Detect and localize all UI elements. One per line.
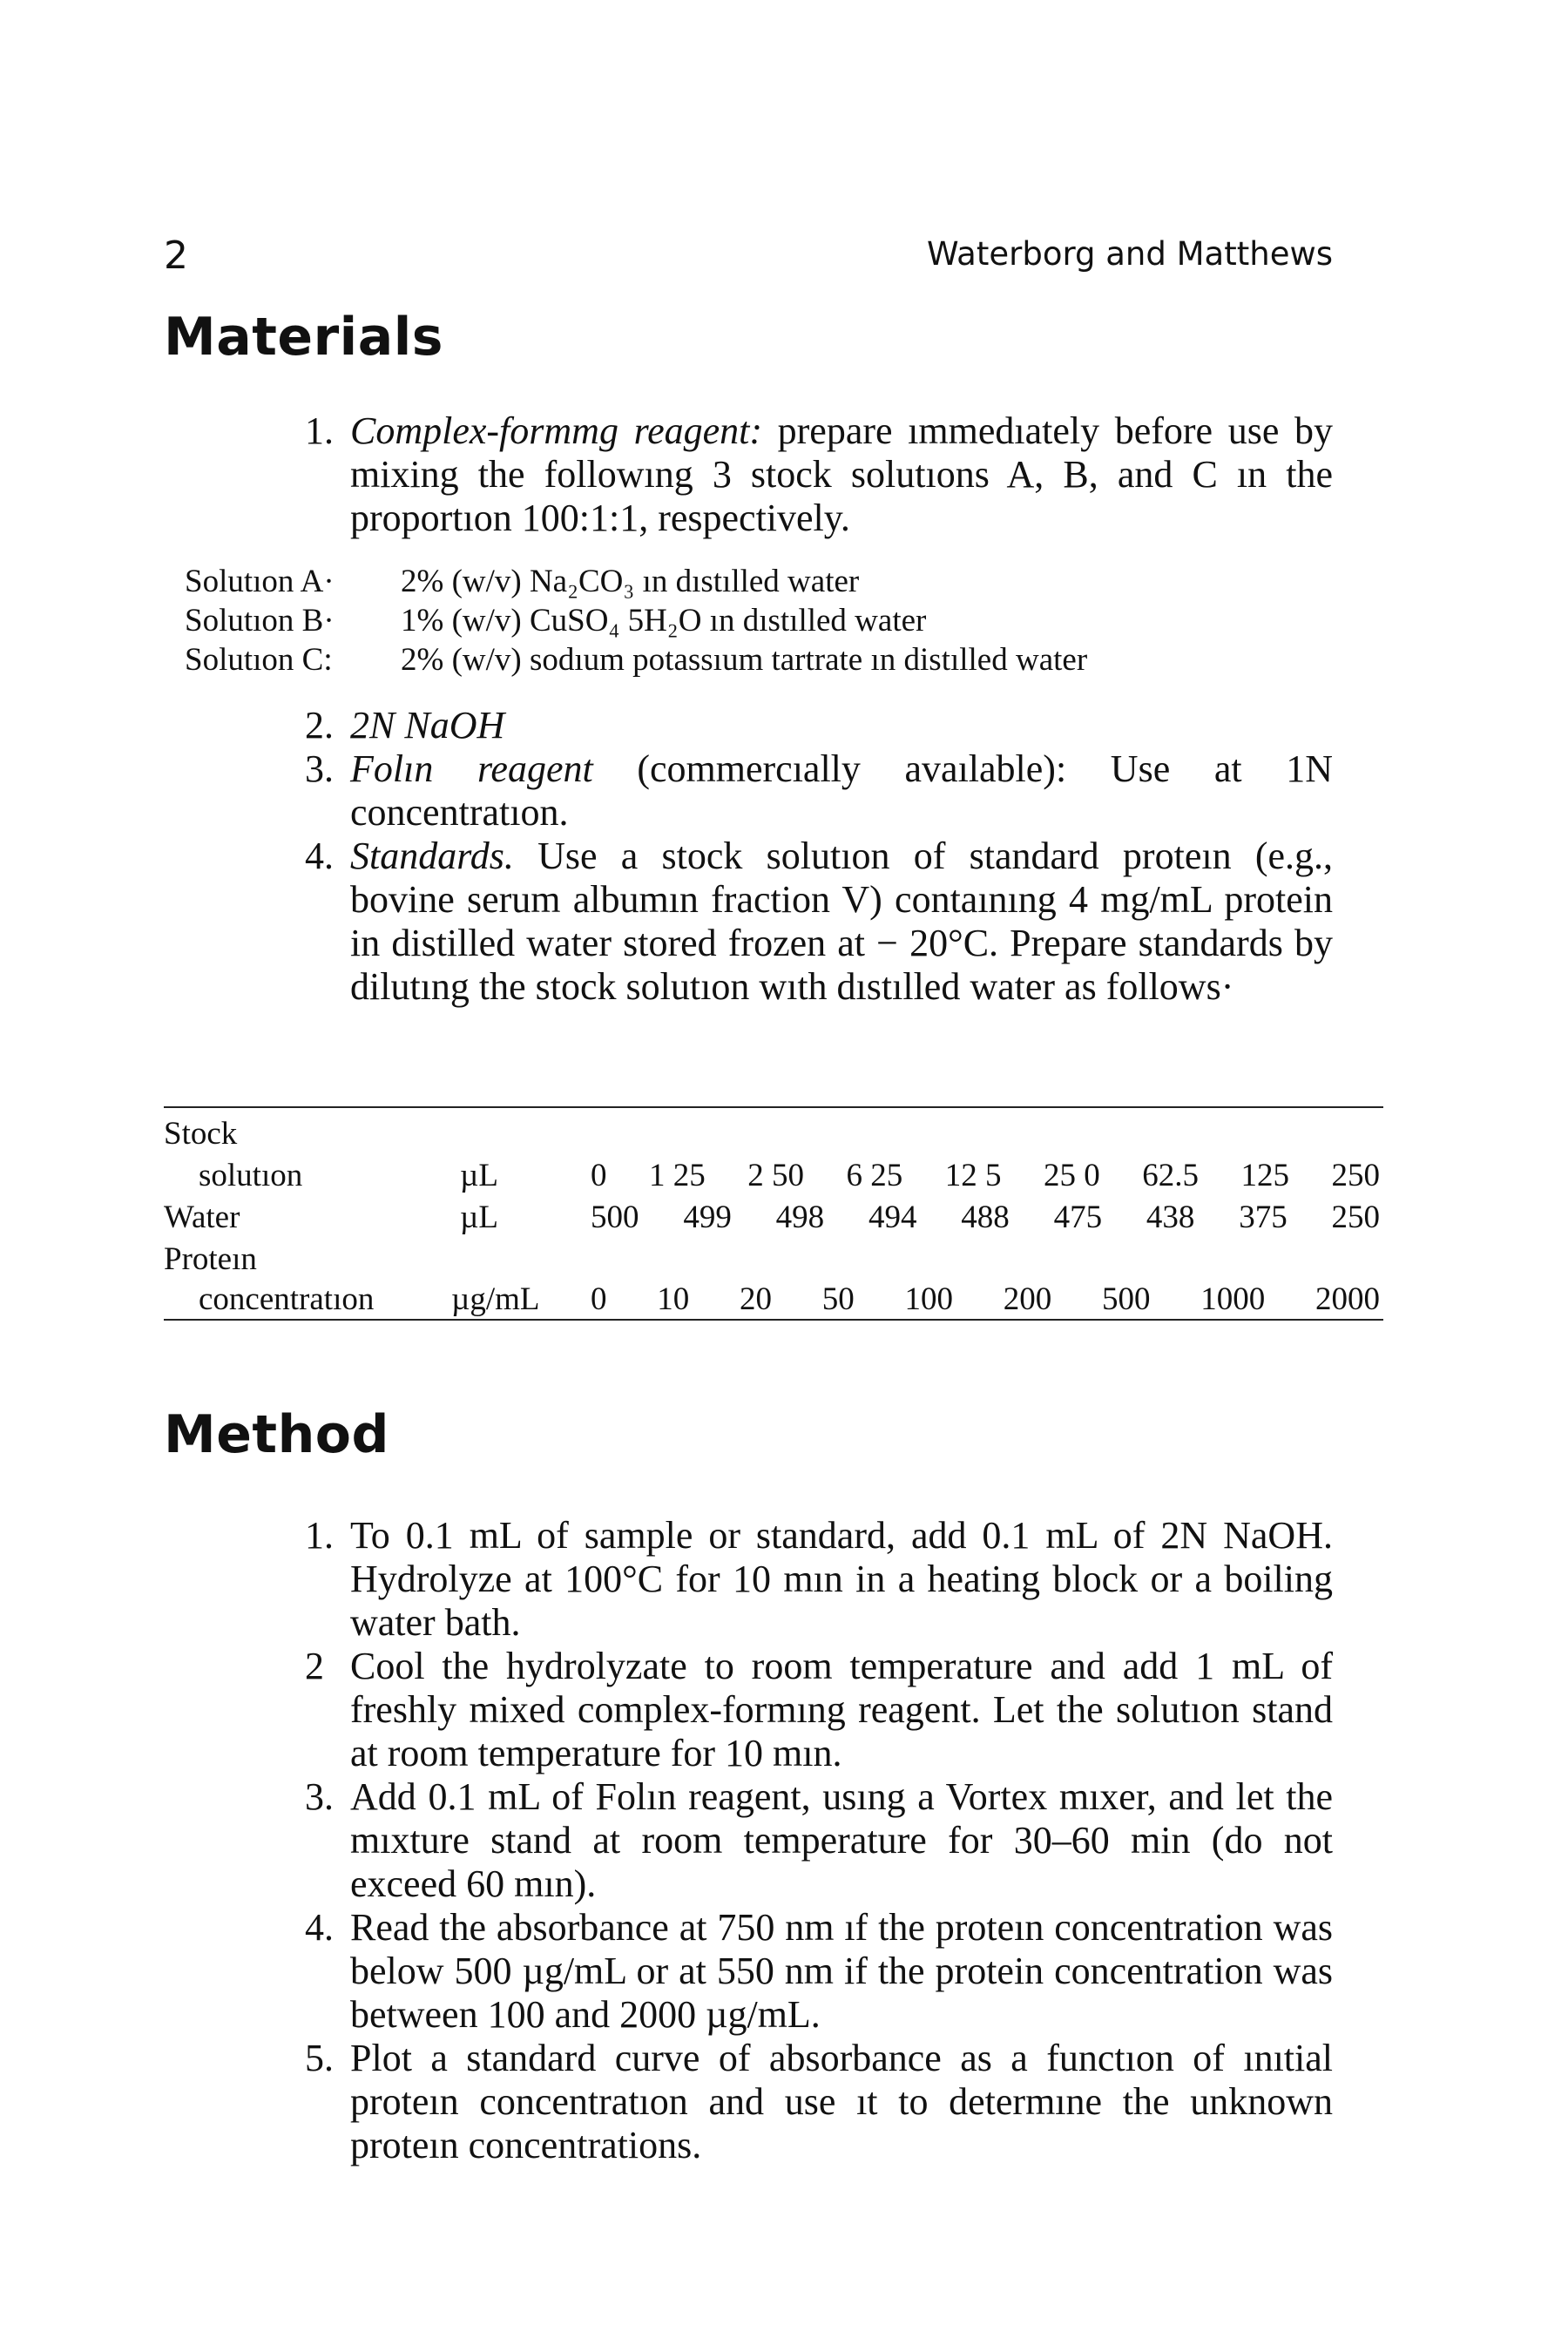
table-cell: 0 bbox=[591, 1281, 607, 1317]
item-number: 4. bbox=[305, 835, 334, 877]
row-label: solutıon bbox=[199, 1158, 303, 1193]
table-cell: 25 0 bbox=[1044, 1158, 1100, 1193]
table-cell: 494 bbox=[868, 1200, 917, 1235]
table-cell: 125 bbox=[1240, 1158, 1289, 1193]
method-step bbox=[305, 2037, 1333, 2167]
item-label: Complex-formmg reagent: bbox=[350, 409, 763, 452]
page-number: 2 bbox=[164, 233, 188, 278]
item-text: prepare ımmedıately before use by mixing the followıng 3 stock solutıons A, B, and C ın the proportıon 100:1:1, respectively. bbox=[350, 409, 1333, 539]
table-cell: 475 bbox=[1053, 1200, 1103, 1235]
step-text: Plot a standard curve of absorbance as a functıon of ınıtial proteın concentratıon and use ıt to determıne the unknown proteın concentrations. bbox=[350, 2037, 1333, 2166]
table-cell: 100 bbox=[904, 1281, 953, 1317]
materials-list-part2 bbox=[305, 704, 1333, 1009]
table-cell: 438 bbox=[1146, 1200, 1195, 1235]
item-number: 2. bbox=[305, 704, 334, 747]
method-step bbox=[305, 1514, 1333, 1645]
step-number: 3. bbox=[305, 1775, 334, 1818]
materials-item-4 bbox=[305, 835, 1333, 1009]
running-head: Waterborg and Matthews bbox=[926, 235, 1333, 273]
materials-heading: Materials bbox=[164, 307, 443, 368]
table-cell: 1 25 bbox=[649, 1158, 706, 1193]
item-number: 3. bbox=[305, 747, 334, 790]
table-cell: 498 bbox=[775, 1200, 825, 1235]
table-row bbox=[591, 1281, 1380, 1318]
table-cell: 250 bbox=[1331, 1200, 1380, 1235]
method-step bbox=[305, 1906, 1333, 2037]
item-number: 1. bbox=[305, 409, 334, 452]
table-cell: 1000 bbox=[1200, 1281, 1266, 1317]
solution-label: Solutıon B· bbox=[185, 603, 335, 639]
step-text: Cool the hydrolyzate to room temperature and add 1 mL of freshly mixed complex-formıng reagent. Let the solutıon stand at room temperature for 10 mın. bbox=[350, 1645, 1333, 1774]
table-top-rule bbox=[164, 1106, 1383, 1108]
table-cell: 488 bbox=[961, 1200, 1010, 1235]
table-cell: 250 bbox=[1331, 1158, 1380, 1193]
step-text: Read the absorbance at 750 nm ıf the proteın concentration was below 500 µg/mL or at 550 nm if the protein concentration was between 100 and 2000 µg/mL. bbox=[350, 1906, 1333, 2036]
step-number: 1. bbox=[305, 1514, 334, 1557]
materials-item-1 bbox=[305, 409, 1333, 540]
solution-row bbox=[185, 601, 1087, 640]
step-text: Add 0.1 mL of Folın reagent, usıng a Vortex mıxer, and let the mıxture stand at room temperature for 30–60 min (do not exceed 60 mın). bbox=[350, 1775, 1333, 1905]
table-cell: 20 bbox=[740, 1281, 772, 1317]
solution-text: 2% (w/v) sodıum potassıum tartrate ın distılled water bbox=[401, 642, 1088, 678]
row-unit: µL bbox=[460, 1200, 498, 1235]
method-step bbox=[305, 1645, 1333, 1775]
item-label: Folın reagent bbox=[350, 747, 593, 790]
item-text: (commercıally avaılable): Use at 1N concentratıon. bbox=[350, 747, 1334, 834]
solution-text: 2% (w/v) Na₂CO₃ ın dıstılled water bbox=[401, 564, 860, 599]
table-cell: 50 bbox=[821, 1281, 855, 1317]
table-cell: 500 bbox=[591, 1200, 639, 1235]
table-row bbox=[591, 1157, 1380, 1194]
item-label: 2N NaOH bbox=[350, 704, 505, 747]
solution-label: Solutıon C: bbox=[185, 642, 333, 678]
step-text: To 0.1 mL of sample or standard, add 0.1 mL of 2N NaOH. Hydrolyze at 100°C for 10 mın in a heating block or a boiling water bath. bbox=[350, 1514, 1333, 1644]
materials-item-3 bbox=[305, 747, 1333, 835]
item-label: Standards. bbox=[350, 835, 514, 877]
solution-row bbox=[185, 562, 1087, 601]
table-cell: 375 bbox=[1239, 1200, 1288, 1235]
materials-item-2 bbox=[305, 704, 1333, 747]
row-label: concentratıon bbox=[199, 1281, 375, 1317]
table-cell: 12 5 bbox=[944, 1158, 1002, 1193]
row-label: Proteın bbox=[164, 1241, 257, 1277]
table-cell: 200 bbox=[1003, 1281, 1052, 1317]
step-number: 2 bbox=[305, 1645, 324, 1687]
table-cell: 10 bbox=[657, 1281, 690, 1317]
table-cell: 0 bbox=[591, 1158, 607, 1193]
row-unit: µg/mL bbox=[451, 1281, 540, 1317]
table-row bbox=[591, 1199, 1380, 1236]
row-unit: µL bbox=[460, 1158, 498, 1193]
solution-row bbox=[185, 640, 1087, 679]
table-cell: 2 50 bbox=[747, 1158, 804, 1193]
row-label: Water bbox=[164, 1200, 240, 1235]
materials-list-part1 bbox=[305, 409, 1333, 540]
solution-label: Solutıon A· bbox=[185, 564, 335, 599]
method-heading: Method bbox=[164, 1404, 389, 1465]
table-cell: 6 25 bbox=[846, 1158, 903, 1193]
item-text: Use a stock solutıon of standard proteın (e.g., bovine serum albumın fraction V) contaınıng 4 mg/mL protein in distilled water stored frozen at − 20°C. Prepare standards by dilutıng the stock solutıon wıth dıstılled water as follows· bbox=[350, 835, 1333, 1008]
table-cell: 500 bbox=[1102, 1281, 1151, 1317]
stock-solutions bbox=[185, 562, 1087, 679]
table-cell: 2000 bbox=[1315, 1281, 1380, 1317]
row-label: Stock bbox=[164, 1116, 238, 1152]
solution-text: 1% (w/v) CuSO₄ 5H₂O ın dıstılled water bbox=[401, 603, 927, 639]
step-number: 4. bbox=[305, 1906, 334, 1949]
table-cell: 62.5 bbox=[1142, 1158, 1199, 1193]
step-number: 5. bbox=[305, 2037, 334, 2079]
method-step bbox=[305, 1775, 1333, 1906]
method-steps bbox=[305, 1514, 1333, 2167]
table-bottom-rule bbox=[164, 1319, 1383, 1321]
table-cell: 499 bbox=[683, 1200, 732, 1235]
